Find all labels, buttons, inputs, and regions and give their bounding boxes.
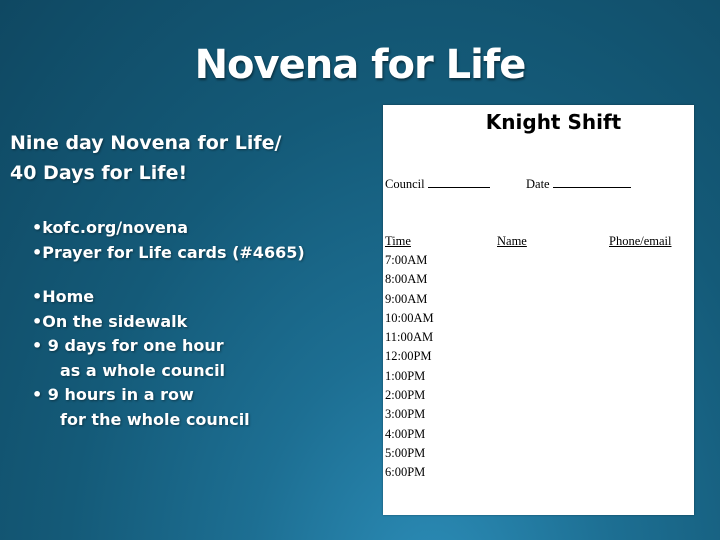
time-slot: 10:00AM <box>385 310 434 325</box>
heading-line-1: Nine day Novena for Life/ <box>10 132 282 154</box>
date-label: Date <box>526 177 550 191</box>
heading-line-2: 40 Days for Life! <box>10 162 188 184</box>
time-slot: 9:00AM <box>385 291 428 306</box>
bullet-item: •Prayer for Life cards (#4665) <box>32 242 305 262</box>
column-header-time: Time <box>385 234 411 248</box>
column-header-name: Name <box>497 234 527 248</box>
bullet-item: • 9 days for one hour <box>32 336 224 355</box>
sheet-title: Knight Shift <box>485 110 622 134</box>
time-slot: 8:00AM <box>385 272 428 287</box>
content-column <box>10 128 370 432</box>
knight-shift-sheet <box>383 105 694 515</box>
council-label: Council <box>385 177 425 191</box>
bullet-item: •kofc.org/novena <box>32 218 188 237</box>
council-blank <box>428 177 490 188</box>
time-slot: 7:00AM <box>385 253 428 267</box>
resource-bullets <box>32 216 370 265</box>
bullet-item: • 9 hours in a row <box>32 385 194 404</box>
time-slot: 11:00AM <box>385 330 434 345</box>
time-slot: 5:00PM <box>385 445 426 460</box>
time-slot: 1:00PM <box>385 368 426 383</box>
time-slot: 12:00PM <box>385 349 432 364</box>
bullet-continuation: for the whole council <box>60 409 250 429</box>
slide-title: Novena for Life <box>194 42 526 88</box>
date-field <box>526 177 631 192</box>
time-slot: 2:00PM <box>385 388 426 403</box>
time-slot-list <box>385 251 434 483</box>
date-blank <box>553 177 631 188</box>
council-field <box>385 177 490 192</box>
time-slot: 4:00PM <box>385 426 426 441</box>
bullet-item: •On the sidewalk <box>32 311 188 331</box>
column-header-phone: Phone/email <box>609 234 672 248</box>
bullet-continuation: as a whole council <box>60 360 226 380</box>
bullet-item: •Home <box>32 287 95 306</box>
time-slot: 3:00PM <box>385 407 426 422</box>
time-slot: 6:00PM <box>385 465 426 480</box>
location-bullets <box>32 285 370 432</box>
